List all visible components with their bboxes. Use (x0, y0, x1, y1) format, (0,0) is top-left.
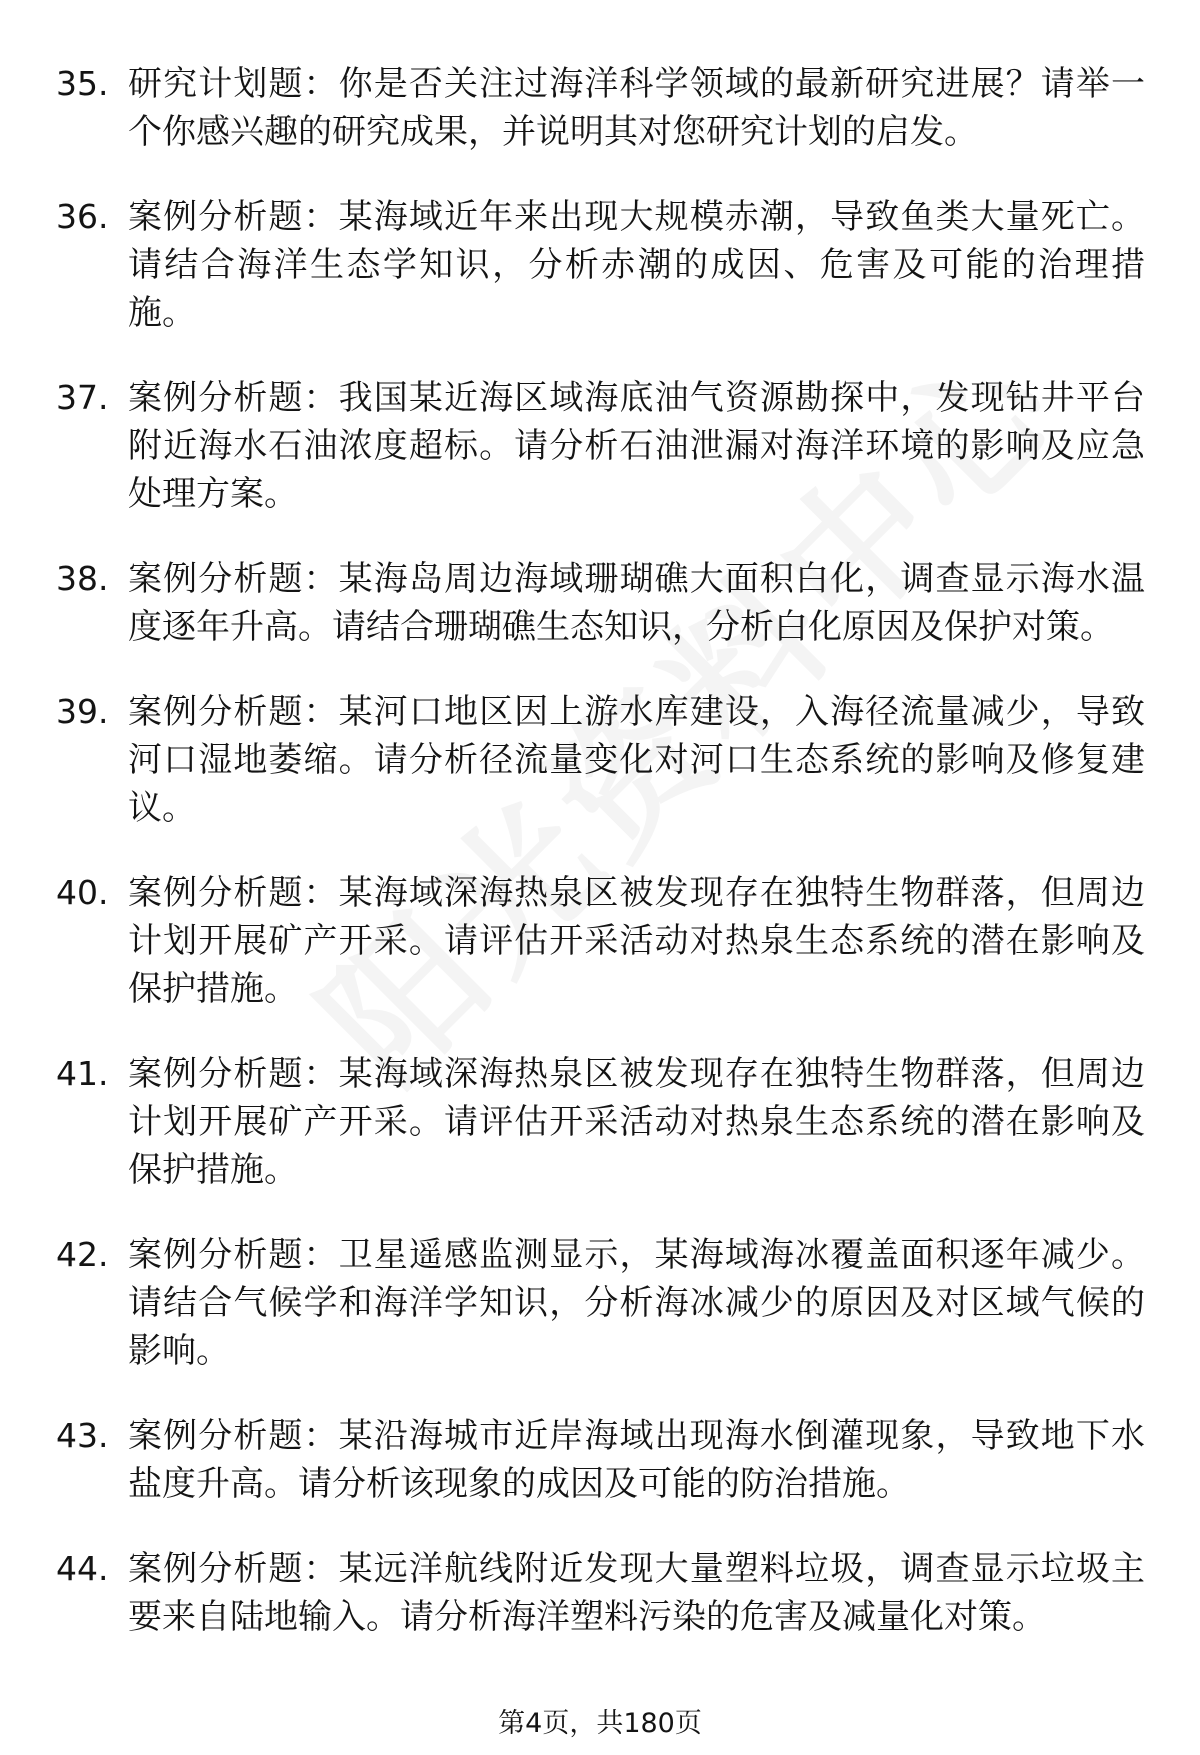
page-footer: 第4页，共180页 (498, 1708, 702, 1739)
question-item (0, 1231, 1145, 1375)
question-item (0, 193, 1145, 337)
question-text: 案例分析题：某海岛周边海域珊瑚礁大面积白化，调查显示海水温度逐年升高。请结合珊瑚礁生态知识，分析白化原因及保护对策。 (128, 559, 1145, 647)
question-item (0, 688, 1145, 832)
question-text: 案例分析题：某海域深海热泉区被发现存在独特生物群落，但周边计划开展矿产开采。请评估开采活动对热泉生态系统的潜在影响及保护措施。 (128, 1054, 1145, 1190)
question-text: 案例分析题：某沿海城市近岸海域出现海水倒灌现象，导致地下水盐度升高。请分析该现象的成因及可能的防治措施。 (128, 1416, 1145, 1504)
question-number: 44. (56, 1549, 109, 1588)
question-item (0, 60, 1145, 156)
question-number: 37. (56, 378, 109, 417)
question-number: 40. (56, 873, 109, 912)
question-number: 35. (56, 64, 109, 103)
question-text: 案例分析题：某河口地区因上游水库建设，入海径流量减少，导致河口湿地萎缩。请分析径流量变化对河口生态系统的影响及修复建议。 (128, 692, 1145, 828)
question-text: 案例分析题：卫星遥感监测显示，某海域海冰覆盖面积逐年减少。请结合气候学和海洋学知识，分析海冰减少的原因及对区域气候的影响。 (128, 1235, 1145, 1371)
question-text: 案例分析题：我国某近海区域海底油气资源勘探中，发现钻井平台附近海水石油浓度超标。请分析石油泄漏对海洋环境的影响及应急处理方案。 (128, 378, 1145, 514)
question-text: 案例分析题：某海域深海热泉区被发现存在独特生物群落，但周边计划开展矿产开采。请评估开采活动对热泉生态系统的潜在影响及保护措施。 (128, 873, 1145, 1009)
question-item (0, 869, 1145, 1013)
question-list (0, 60, 1200, 1678)
question-item (0, 374, 1145, 518)
question-item (0, 1050, 1145, 1194)
question-number: 41. (56, 1054, 109, 1093)
question-text: 案例分析题：某海域近年来出现大规模赤潮，导致鱼类大量死亡。请结合海洋生态学知识，分析赤潮的成因、危害及可能的治理措施。 (128, 197, 1145, 333)
question-text: 案例分析题：某远洋航线附近发现大量塑料垃圾，调查显示垃圾主要来自陆地输入。请分析海洋塑料污染的危害及减量化对策。 (128, 1549, 1145, 1637)
question-number: 42. (56, 1235, 109, 1274)
question-number: 39. (56, 692, 109, 731)
question-item (0, 1412, 1145, 1508)
question-number: 43. (56, 1416, 109, 1455)
question-number: 36. (56, 197, 109, 236)
question-item (0, 1545, 1145, 1641)
question-item (0, 555, 1145, 651)
question-number: 38. (56, 559, 109, 598)
question-text: 研究计划题：你是否关注过海洋科学领域的最新研究进展？请举一个你感兴趣的研究成果，并说明其对您研究计划的启发。 (128, 64, 1145, 152)
